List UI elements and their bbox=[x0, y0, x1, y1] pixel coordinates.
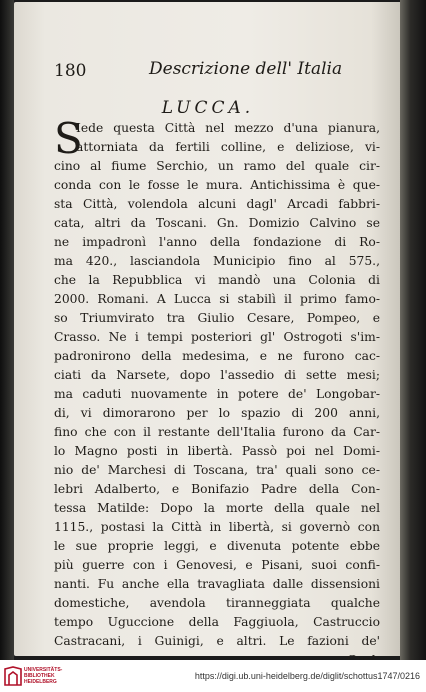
text-line: tessa Matilde: Dopo la morte della quale nel bbox=[54, 501, 380, 515]
text-line: 2000. Romani. A Lucca si stabilì il primo famo- bbox=[54, 292, 380, 306]
text-line: cino al fiume Serchio, un ramo del quale cir- bbox=[54, 159, 380, 173]
text-line: ciati da Narsete, dopo l'assedio di sette mesi; bbox=[54, 368, 380, 382]
text-line: domestiche, avendola tiranneggiata qualche bbox=[54, 596, 380, 610]
text-line: Crasso. Ne i tempi posteriori gl' Ostrogoti s'im- bbox=[54, 330, 380, 344]
text-line: ma 420., lasciandola Municipio fino al 575., bbox=[54, 254, 380, 268]
text-line: più guerre con i Genovesi, e Pisani, suoi confi- bbox=[54, 558, 380, 572]
text-line: cata, altri da Toscani. Gn. Domizio Calvino se bbox=[54, 216, 380, 230]
text-line: padronirono della medesima, e ne furono cac- bbox=[54, 349, 380, 363]
book-left-edge bbox=[0, 0, 14, 660]
text-line: conda con le fosse le mura. Antichissima è que- bbox=[54, 178, 380, 192]
text-line: nio de' Marchesi di Toscana, tra' quali sono ce- bbox=[54, 463, 380, 477]
text-line: Iede questa Città nel mezzo d'una pianura, bbox=[76, 121, 380, 135]
book-page bbox=[14, 2, 402, 656]
library-logo-text: UNIVERSITÄTS- BIBLIOTHEK HEIDELBERG bbox=[24, 667, 63, 685]
source-url[interactable]: https://digi.ub.uni-heidelberg.de/diglit/schottus1747/0216 bbox=[194, 671, 420, 681]
text-line: le sue proprie leggi, e divenuta potente ebbe bbox=[54, 539, 380, 553]
text-line: ma caduti nuovamente in potere de' Longobar- bbox=[54, 387, 380, 401]
section-title: LUCCA. bbox=[161, 98, 255, 118]
page-number: 180 bbox=[54, 61, 87, 81]
text-line: lebri Adalberto, e Bonifazio Padre della Con- bbox=[54, 482, 380, 496]
text-line: sta Città, volendola alcuni dagl' Arcadi fabbri- bbox=[54, 197, 380, 211]
library-logo-icon[interactable] bbox=[4, 666, 22, 686]
footer-bar bbox=[0, 660, 426, 692]
body-text bbox=[54, 114, 380, 670]
text-line: lo Magno posti in libertà. Passò poi nel Domi- bbox=[54, 444, 380, 458]
running-title: Descrizione dell' Italia bbox=[149, 59, 343, 79]
drop-capital: S bbox=[54, 114, 83, 163]
text-line: che la Repubblica vi mandò una Colonia di bbox=[54, 273, 380, 287]
text-line: attorniata da fertili colline, e deliziose, vi- bbox=[76, 140, 380, 154]
text-line: nanti. Fu anche ella travagliata dalle dissensioni bbox=[54, 577, 380, 591]
text-line: Castracani, i Guinigi, e altri. Le fazioni de' bbox=[54, 634, 380, 648]
page-header bbox=[54, 59, 374, 83]
text-line: tempo Uguccione della Faggiuola, Castruccio bbox=[54, 615, 380, 629]
text-line: ne impadronì l'anno della fondazione di Ro- bbox=[54, 235, 380, 249]
text-line: 1115., postasi la Città in libertà, si governò con bbox=[54, 520, 380, 534]
book-right-edge bbox=[400, 0, 426, 660]
text-line: di, vi dimorarono per lo spazio di 200 anni, bbox=[54, 406, 380, 420]
text-line: fino che con il restante dell'Italia furono da Car- bbox=[54, 425, 380, 439]
text-line: so Triumvirato tra Giulio Cesare, Pompeo, e bbox=[54, 311, 380, 325]
